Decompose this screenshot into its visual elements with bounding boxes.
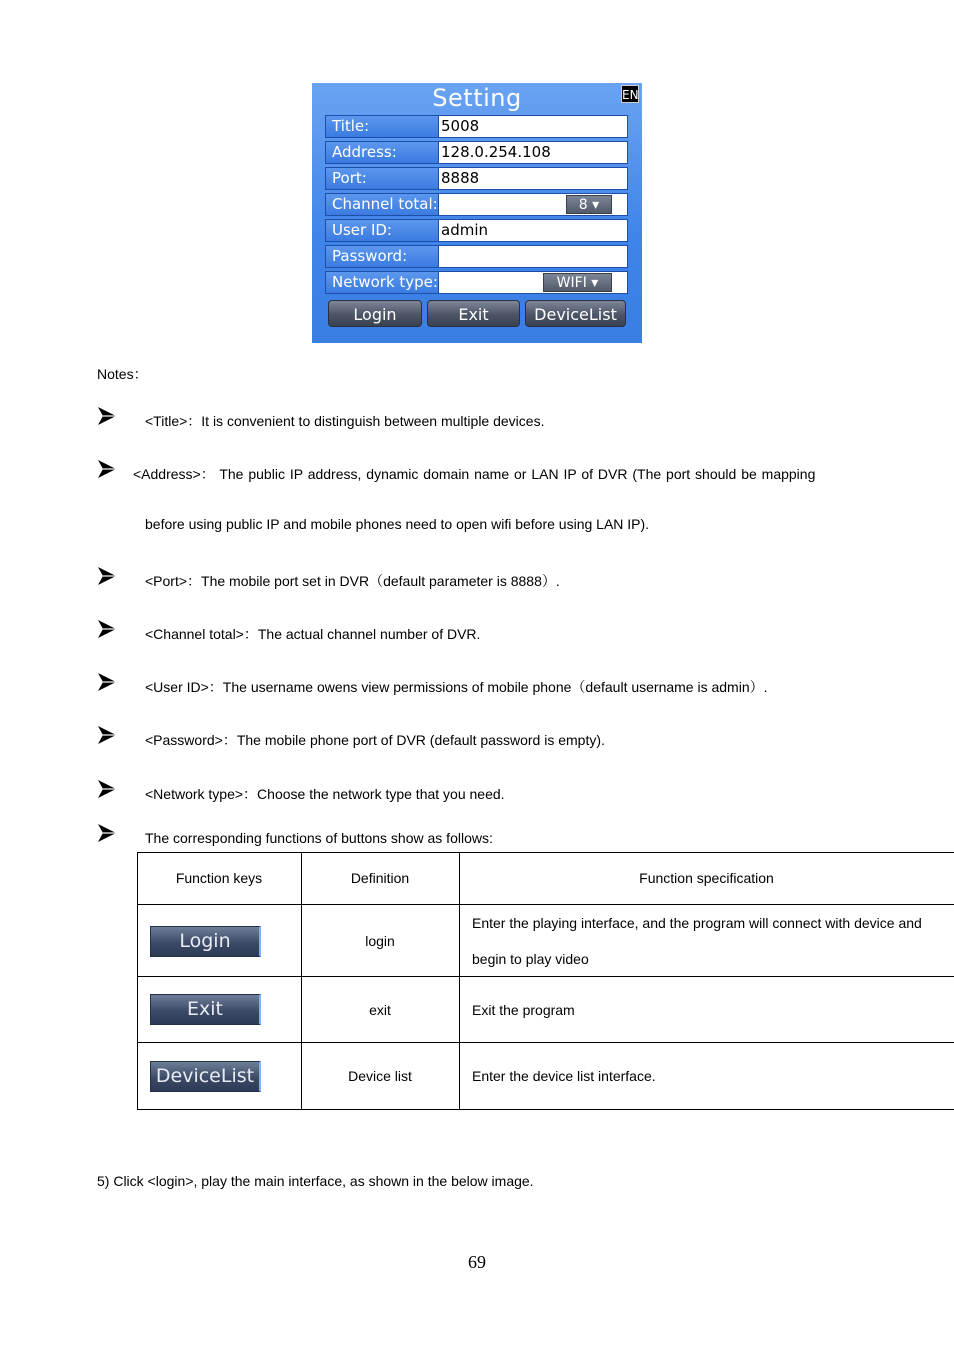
table-row: Enter the device list interface. — [472, 1068, 656, 1084]
bullet-arrow-icon — [97, 779, 117, 799]
note-network-type: <Network type>：Choose the network type that you need. — [145, 786, 505, 802]
port-field[interactable] — [325, 167, 628, 190]
channel-total-label: Channel total: — [326, 194, 439, 215]
note-title: <Title>：It is convenient to distinguish between multiple devices. — [145, 413, 545, 429]
header-definition: Definition — [350, 870, 410, 886]
devicelist-button[interactable]: DeviceList — [525, 300, 626, 327]
address-field[interactable] — [325, 141, 628, 164]
note-buttons-intro: The corresponding functions of buttons show as follows: — [145, 830, 493, 846]
bullet-arrow-icon — [97, 619, 117, 639]
user-id-value[interactable]: admin — [441, 221, 488, 239]
channel-total-dropdown[interactable]: 8 ▾ — [566, 195, 612, 214]
user-id-field[interactable] — [325, 219, 628, 242]
bullet-arrow-icon — [97, 725, 117, 745]
table-row: begin to play video — [472, 951, 589, 967]
note-port: <Port>：The mobile port set in DVR（default parameter is 8888）. — [145, 573, 560, 589]
note-channel-total: <Channel total>：The actual channel number of DVR. — [145, 626, 481, 642]
bullet-arrow-icon — [97, 459, 117, 479]
password-label: Password: — [326, 246, 439, 267]
exit-button[interactable]: Exit — [427, 300, 520, 327]
password-field[interactable] — [325, 245, 628, 268]
bullet-arrow-icon — [97, 823, 117, 843]
bullet-arrow-icon — [97, 406, 117, 426]
port-label: Port: — [326, 168, 439, 189]
table-row: login — [365, 933, 395, 949]
setting-title: Setting — [432, 84, 522, 112]
network-type-field[interactable] — [325, 271, 628, 294]
note-password: <Password>：The mobile phone port of DVR (default password is empty). — [145, 732, 605, 748]
page-number: 69 — [468, 1252, 486, 1272]
header-function-keys: Function keys — [175, 870, 263, 886]
user-id-label: User ID: — [326, 220, 439, 241]
table-row: Device list — [348, 1068, 412, 1084]
note-address-line2: before using public IP and mobile phones need to open wifi before using LAN IP). — [145, 516, 650, 532]
language-badge[interactable]: EN — [621, 85, 639, 103]
title-value[interactable]: 5008 — [441, 117, 480, 135]
devicelist-key-image: DeviceList — [150, 1061, 261, 1092]
title-field[interactable] — [325, 115, 628, 138]
table-row: Exit the program — [472, 1002, 575, 1018]
note-address-line1: <Address>： The public IP address, dynamic domain name or LAN IP of DVR (The port should be mapping — [133, 466, 816, 482]
network-type-dropdown[interactable]: WIFI ▾ — [543, 273, 612, 292]
login-key-image: Login — [150, 926, 261, 957]
notes-heading: Notes： — [97, 366, 148, 382]
address-label: Address: — [326, 142, 439, 163]
table-row: Enter the playing interface, and the program will connect with device and — [472, 915, 922, 931]
exit-key-image: Exit — [150, 994, 261, 1025]
port-value[interactable]: 8888 — [441, 169, 480, 187]
note-user-id: <User ID>：The username owens view permissions of mobile phone（default username is admin）. — [145, 679, 768, 695]
setting-screenshot — [312, 83, 642, 343]
bullet-arrow-icon — [97, 566, 117, 586]
bullet-arrow-icon — [97, 672, 117, 692]
login-button[interactable]: Login — [328, 300, 422, 327]
title-label: Title: — [326, 116, 439, 137]
address-value[interactable]: 128.0.254.108 — [441, 143, 551, 161]
function-keys-table — [137, 852, 954, 1110]
channel-total-field[interactable] — [325, 193, 628, 216]
network-type-label: Network type: — [326, 272, 439, 293]
step-5-text: 5) Click <login>, play the main interface, as shown in the below image. — [97, 1173, 534, 1189]
table-row: exit — [369, 1002, 391, 1018]
header-function-specification: Function specification — [639, 870, 774, 886]
